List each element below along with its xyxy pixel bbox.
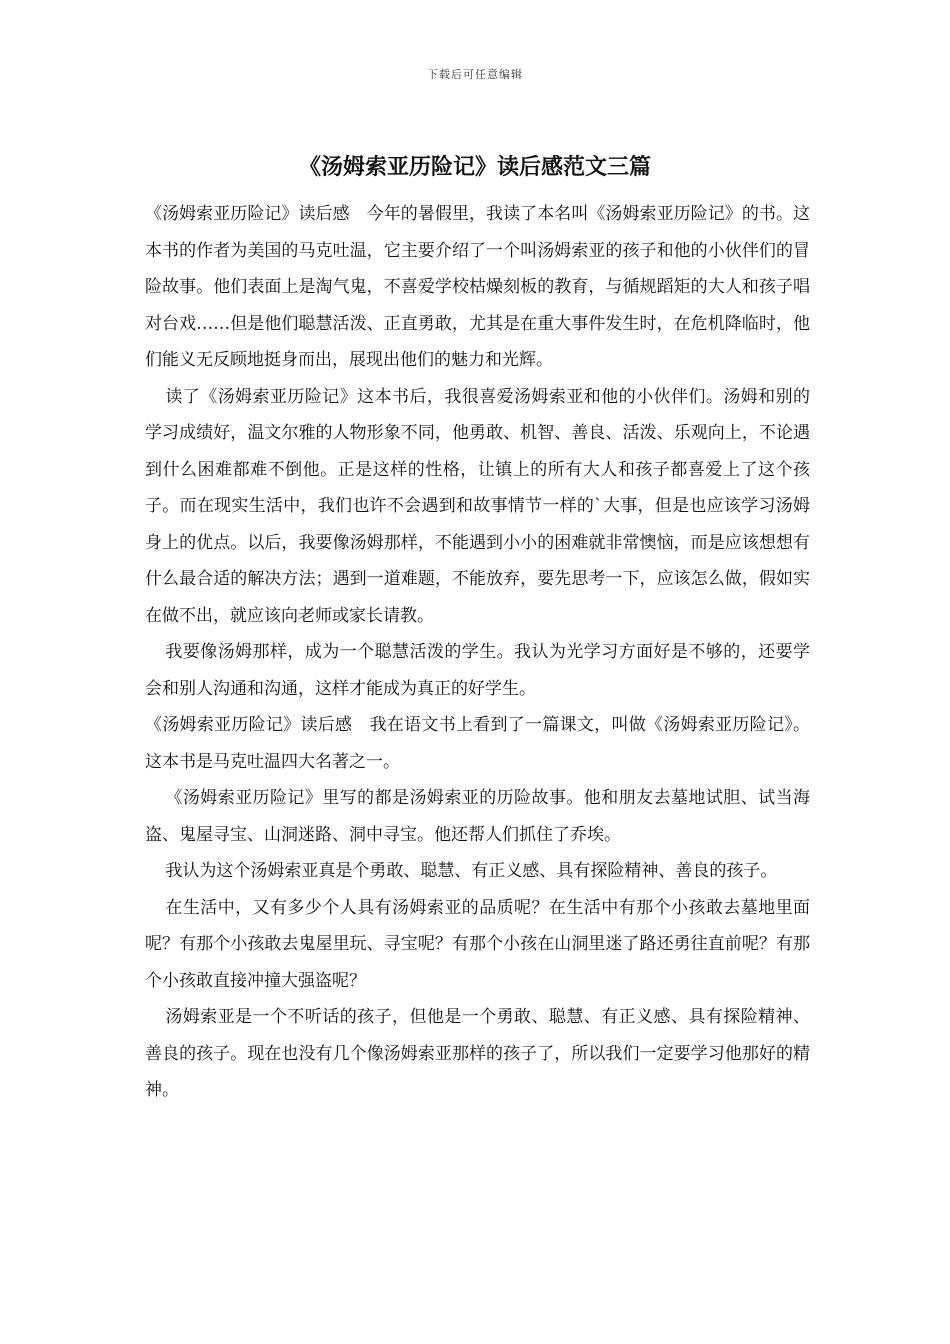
document-body [145,196,810,1109]
paragraph-7: 在生活中，又有多少个人具有汤姆索亚的品质呢？在生活中有那个小孩敢去墓地里面呢？有那个小孩敢去鬼屋里玩、寻宝呢？有那个小孩在山洞里迷了路还勇往直前呢？有那个小孩敢直接冲撞大强盗呢？ [145,897,810,991]
paragraph-4: 《汤姆索亚历险记》读后感 我在语文书上看到了一篇课文，叫做《汤姆索亚历险记》。这本书是马克吐温四大名著之一。 [145,715,810,772]
paragraph-3: 我要像汤姆那样，成为一个聪慧活泼的学生。我认为光学习方面好是不够的，还要学会和别人沟通和沟通，这样才能成为真正的好学生。 [145,642,810,699]
paragraph-1: 《汤姆索亚历险记》读后感 今年的暑假里，我读了本名叫《汤姆索亚历险记》的书。这本书的作者为美国的马克吐温，它主要介绍了一个叫汤姆索亚的孩子和他的小伙伴们的冒险故事。他们表面上是淘气鬼，不喜爱学校枯燥刻板的教育，与循规蹈矩的大人和孩子唱对台戏……但是他们聪慧活泼、正直勇敢，尤其是在重大事件发生时，在危机降临时，他们能义无反顾地挺身而出，展现出他们的魅力和光辉。 [145,204,810,370]
paragraph-6: 我认为这个汤姆索亚真是个勇敢、聪慧、有正义感、具有探险精神、善良的孩子。 [165,861,778,881]
paragraph-5: 《汤姆索亚历险记》里写的都是汤姆索亚的历险故事。他和朋友去墓地试胆、试当海盗、鬼屋寻宝、山洞迷路、洞中寻宝。他还帮人们抓住了乔埃。 [145,788,810,845]
header-note: 下载后可任意编辑 [427,68,523,81]
paragraph-8: 汤姆索亚是一个不听话的孩子，但他是一个勇敢、聪慧、有正义感、具有探险精神、善良的孩子。现在也没有几个像汤姆索亚那样的孩子了，所以我们一定要学习他那好的精神。 [145,1007,810,1100]
paragraph-2: 读了《汤姆索亚历险记》这本书后，我很喜爱汤姆索亚和他的小伙伴们。汤姆和别的学习成绩好，温文尔雅的人物形象不同，他勇敢、机智、善良、活泼、乐观向上，不论遇到什么困难都难不倒他。正是这样的性格，让镇上的所有大人和孩子都喜爱上了这个孩子。而在现实生活中，我们也许不会遇到和故事情节一样的`大事，但是也应该学习汤姆身上的优点。以后，我要像汤姆那样，不能遇到小小的困难就非常懊恼，而是应该想想有什么最合适的解决方法；遇到一道难题，不能放弃，要先思考一下，应该怎么做，假如实在做不出，就应该向老师或家长请教。 [145,386,810,626]
document-title: 《汤姆索亚历险记》读后感范文三篇 [298,154,651,180]
